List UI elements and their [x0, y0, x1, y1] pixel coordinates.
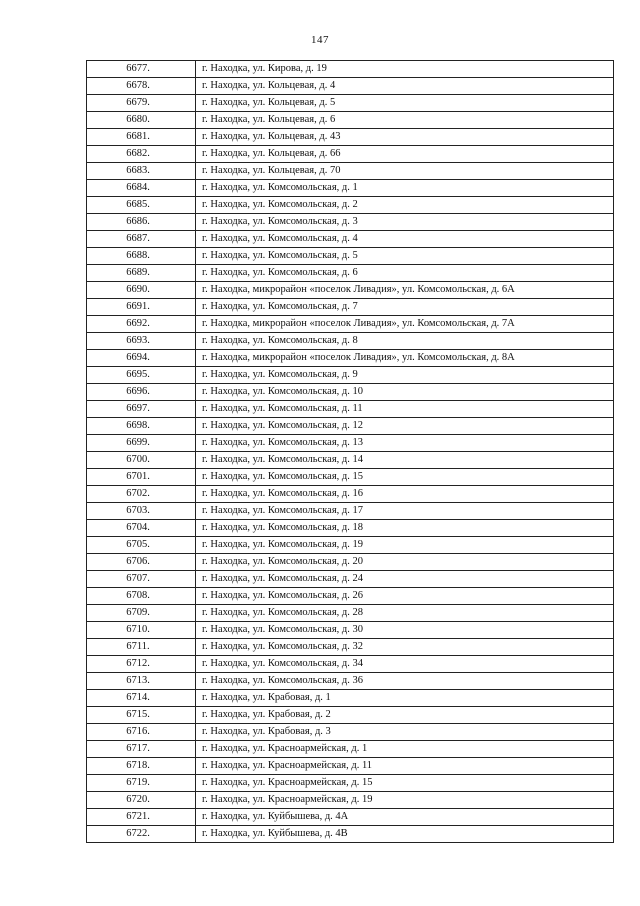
table-row	[87, 95, 614, 112]
row-address: г. Находка, ул. Кольцевая, д. 70	[196, 163, 614, 180]
table-row	[87, 180, 614, 197]
row-number: 6686.	[87, 214, 196, 231]
table-row	[87, 163, 614, 180]
row-number: 6709.	[87, 605, 196, 622]
row-address: г. Находка, ул. Комсомольская, д. 4	[196, 231, 614, 248]
row-address: г. Находка, ул. Комсомольская, д. 36	[196, 673, 614, 690]
table-row	[87, 690, 614, 707]
row-number: 6714.	[87, 690, 196, 707]
row-address: г. Находка, ул. Кирова, д. 19	[196, 61, 614, 78]
row-address: г. Находка, ул. Куйбышева, д. 4В	[196, 826, 614, 843]
row-address: г. Находка, ул. Комсомольская, д. 7	[196, 299, 614, 316]
table-row	[87, 571, 614, 588]
row-number: 6706.	[87, 554, 196, 571]
row-address: г. Находка, ул. Комсомольская, д. 10	[196, 384, 614, 401]
row-address: г. Находка, ул. Комсомольская, д. 18	[196, 520, 614, 537]
row-address: г. Находка, ул. Комсомольская, д. 6	[196, 265, 614, 282]
row-address: г. Находка, ул. Комсомольская, д. 5	[196, 248, 614, 265]
row-number: 6713.	[87, 673, 196, 690]
row-address: г. Находка, ул. Кольцевая, д. 5	[196, 95, 614, 112]
table-row	[87, 724, 614, 741]
row-number: 6679.	[87, 95, 196, 112]
table-row	[87, 486, 614, 503]
row-number: 6699.	[87, 435, 196, 452]
row-number: 6692.	[87, 316, 196, 333]
row-number: 6696.	[87, 384, 196, 401]
row-number: 6722.	[87, 826, 196, 843]
table-row	[87, 231, 614, 248]
address-table	[86, 60, 614, 843]
row-number: 6719.	[87, 775, 196, 792]
row-address: г. Находка, ул. Комсомольская, д. 11	[196, 401, 614, 418]
row-number: 6678.	[87, 78, 196, 95]
table-row	[87, 248, 614, 265]
table-row	[87, 673, 614, 690]
row-number: 6705.	[87, 537, 196, 554]
row-number: 6697.	[87, 401, 196, 418]
row-number: 6703.	[87, 503, 196, 520]
row-address: г. Находка, ул. Крабовая, д. 2	[196, 707, 614, 724]
address-table-body	[87, 61, 614, 843]
row-number: 6677.	[87, 61, 196, 78]
row-address: г. Находка, ул. Комсомольская, д. 32	[196, 639, 614, 656]
row-number: 6683.	[87, 163, 196, 180]
table-row	[87, 622, 614, 639]
row-address: г. Находка, ул. Кольцевая, д. 43	[196, 129, 614, 146]
row-number: 6721.	[87, 809, 196, 826]
row-number: 6707.	[87, 571, 196, 588]
row-number: 6684.	[87, 180, 196, 197]
row-number: 6688.	[87, 248, 196, 265]
row-address: г. Находка, ул. Комсомольская, д. 17	[196, 503, 614, 520]
row-number: 6693.	[87, 333, 196, 350]
row-address: г. Находка, ул. Красноармейская, д. 19	[196, 792, 614, 809]
row-number: 6716.	[87, 724, 196, 741]
table-row	[87, 469, 614, 486]
table-row	[87, 316, 614, 333]
table-row	[87, 333, 614, 350]
row-number: 6687.	[87, 231, 196, 248]
table-row	[87, 265, 614, 282]
row-number: 6685.	[87, 197, 196, 214]
row-address: г. Находка, ул. Кольцевая, д. 4	[196, 78, 614, 95]
row-address: г. Находка, ул. Комсомольская, д. 28	[196, 605, 614, 622]
row-address: г. Находка, микрорайон «поселок Ливадия», ул. Комсомольская, д. 8А	[196, 350, 614, 367]
table-row	[87, 520, 614, 537]
row-number: 6681.	[87, 129, 196, 146]
row-number: 6711.	[87, 639, 196, 656]
row-address: г. Находка, микрорайон «поселок Ливадия», ул. Комсомольская, д. 6А	[196, 282, 614, 299]
table-row	[87, 639, 614, 656]
row-address: г. Находка, ул. Комсомольская, д. 30	[196, 622, 614, 639]
row-address: г. Находка, ул. Красноармейская, д. 15	[196, 775, 614, 792]
row-address: г. Находка, ул. Кольцевая, д. 6	[196, 112, 614, 129]
row-address: г. Находка, ул. Комсомольская, д. 12	[196, 418, 614, 435]
table-row	[87, 554, 614, 571]
table-row	[87, 197, 614, 214]
page-number: 147	[311, 34, 329, 46]
row-address: г. Находка, ул. Комсомольская, д. 13	[196, 435, 614, 452]
row-number: 6682.	[87, 146, 196, 163]
table-row	[87, 775, 614, 792]
row-number: 6718.	[87, 758, 196, 775]
row-address: г. Находка, ул. Комсомольская, д. 26	[196, 588, 614, 605]
table-row	[87, 401, 614, 418]
row-number: 6717.	[87, 741, 196, 758]
row-address: г. Находка, ул. Комсомольская, д. 1	[196, 180, 614, 197]
table-row	[87, 214, 614, 231]
row-number: 6689.	[87, 265, 196, 282]
row-number: 6712.	[87, 656, 196, 673]
table-row	[87, 792, 614, 809]
row-address: г. Находка, ул. Комсомольская, д. 15	[196, 469, 614, 486]
row-number: 6690.	[87, 282, 196, 299]
table-row	[87, 146, 614, 163]
row-address: г. Находка, ул. Крабовая, д. 1	[196, 690, 614, 707]
table-row	[87, 435, 614, 452]
row-number: 6708.	[87, 588, 196, 605]
row-address: г. Находка, ул. Куйбышева, д. 4А	[196, 809, 614, 826]
table-row	[87, 656, 614, 673]
row-address: г. Находка, ул. Комсомольская, д. 9	[196, 367, 614, 384]
row-address: г. Находка, ул. Комсомольская, д. 19	[196, 537, 614, 554]
table-row	[87, 605, 614, 622]
table-row	[87, 503, 614, 520]
row-address: г. Находка, ул. Комсомольская, д. 2	[196, 197, 614, 214]
row-number: 6691.	[87, 299, 196, 316]
table-row	[87, 282, 614, 299]
table-row	[87, 367, 614, 384]
table-row	[87, 758, 614, 775]
table-row	[87, 537, 614, 554]
row-address: г. Находка, ул. Кольцевая, д. 66	[196, 146, 614, 163]
row-address: г. Находка, ул. Комсомольская, д. 34	[196, 656, 614, 673]
row-address: г. Находка, ул. Комсомольская, д. 24	[196, 571, 614, 588]
row-address: г. Находка, ул. Комсомольская, д. 16	[196, 486, 614, 503]
table-row	[87, 350, 614, 367]
row-address: г. Находка, ул. Красноармейская, д. 11	[196, 758, 614, 775]
row-number: 6704.	[87, 520, 196, 537]
table-row	[87, 809, 614, 826]
table-row	[87, 826, 614, 843]
table-row	[87, 78, 614, 95]
table-row	[87, 299, 614, 316]
row-address: г. Находка, ул. Комсомольская, д. 3	[196, 214, 614, 231]
row-address: г. Находка, ул. Комсомольская, д. 14	[196, 452, 614, 469]
row-number: 6700.	[87, 452, 196, 469]
row-number: 6702.	[87, 486, 196, 503]
table-row	[87, 61, 614, 78]
row-address: г. Находка, ул. Комсомольская, д. 8	[196, 333, 614, 350]
row-address: г. Находка, ул. Комсомольская, д. 20	[196, 554, 614, 571]
row-number: 6695.	[87, 367, 196, 384]
row-number: 6680.	[87, 112, 196, 129]
table-row	[87, 588, 614, 605]
table-row	[87, 129, 614, 146]
table-row	[87, 112, 614, 129]
table-row	[87, 452, 614, 469]
table-row	[87, 741, 614, 758]
row-number: 6720.	[87, 792, 196, 809]
row-number: 6715.	[87, 707, 196, 724]
row-address: г. Находка, ул. Красноармейская, д. 1	[196, 741, 614, 758]
table-row	[87, 384, 614, 401]
row-number: 6701.	[87, 469, 196, 486]
row-number: 6694.	[87, 350, 196, 367]
row-address: г. Находка, ул. Крабовая, д. 3	[196, 724, 614, 741]
table-row	[87, 707, 614, 724]
row-address: г. Находка, микрорайон «поселок Ливадия», ул. Комсомольская, д. 7А	[196, 316, 614, 333]
row-number: 6698.	[87, 418, 196, 435]
table-row	[87, 418, 614, 435]
row-number: 6710.	[87, 622, 196, 639]
